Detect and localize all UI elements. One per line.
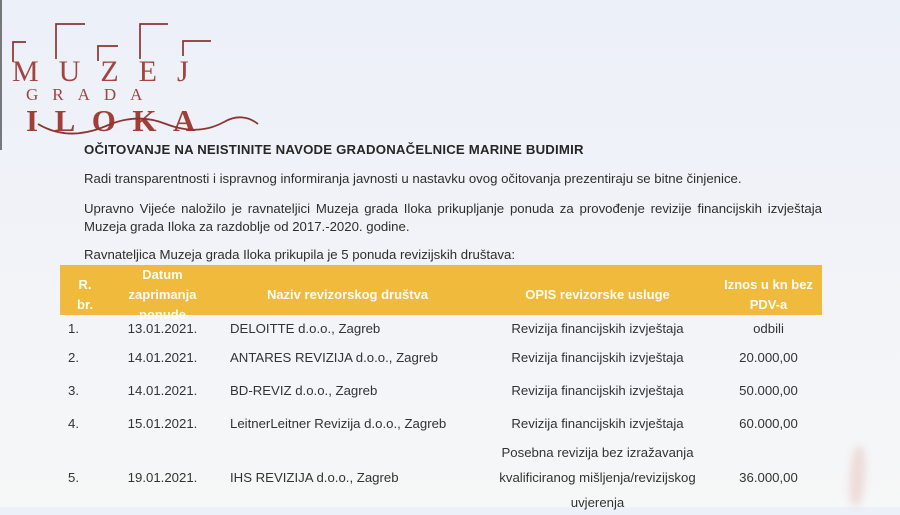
document-title: OČITOVANJE NA NEISTINITE NAVODE GRADONAČELNICE MARINE BUDIMIR [84,142,584,157]
paragraph-board-order: Upravno Vijeće naložilo je ravnateljici Muzeja grada Iloka prikupljanje ponuda za provođenje revizije financijskih izvještaja Muzeja grada Iloka za razdoblje od 2017.-2020. godine. [84,201,822,234]
header-line: Datum zaprimanja [128,267,197,302]
header-cell-amount [715,265,822,325]
museum-logo [8,4,260,138]
cell-service: Revizija financijskih izvještaja [511,320,684,336]
cell-service: Revizija financijskih izvještaja [511,350,684,365]
cell-company: IHS REVIZIJA d.o.o., Zagreb [230,470,399,485]
cell-company: DELOITTE d.o.o., Zagreb [230,320,381,336]
header-line: Iznos u kn bez [724,277,813,292]
cell-service: Revizija financijskih izvještaja [511,383,684,398]
cell-date: 19.01.2021. [127,470,198,485]
cell-amount: odbili [753,320,784,336]
logo-word-grada: GRADA [26,85,157,104]
cell-row-number: 3. [68,383,79,398]
museum-logo-art [8,4,260,138]
cell-row-number: 4. [68,416,79,431]
scan-smudge-artifact [848,446,867,507]
cell-company: ANTARES REVIZIJA d.o.o., Zagreb [230,350,438,365]
header-cell-date [110,265,215,325]
offers-table [60,265,822,510]
header-line: Naziv revizorskog društva [266,287,429,302]
cell-amount: 50.000,00 [739,383,798,398]
cell-row-number: 2. [68,350,79,365]
table-row [60,341,822,374]
header-line: br. [77,297,93,312]
header-line: ponude [139,307,186,322]
table-row [60,374,822,407]
cell-amount: 36.000,00 [739,470,798,485]
header-cell-row-number [60,265,110,325]
header-cell-company [215,265,480,325]
paragraph-offers-intro: Ravnateljica Muzeja grada Iloka prikupila je 5 ponuda revizijskih društava: [84,247,516,262]
cell-date: 13.01.2021. [127,320,198,336]
cell-date: 15.01.2021. [127,416,198,431]
cell-amount: 60.000,00 [739,416,798,431]
cell-company: BD-REVIZ d.o.o., Zagreb [230,383,378,398]
table-row [60,407,822,440]
header-line: R. [78,277,92,292]
logo-word-muzej: MUZEJ [12,55,209,88]
cell-service: Revizija financijskih izvještaja [511,416,684,431]
scan-edge-artifact [0,0,2,150]
cell-company: LeitnerLeitner Revizija d.o.o., Zagreb [230,416,447,431]
cell-amount: 20.000,00 [739,350,798,365]
header-line: PDV-a [749,297,788,312]
cell-row-number: 1. [68,320,79,336]
logo-word-iloka: ILOKA [26,103,212,138]
header-line: OPIS revizorske usluge [525,287,670,302]
table-row [60,440,822,510]
cell-date: 14.01.2021. [127,350,198,365]
table-header-row [60,265,822,322]
cell-row-number: 5. [68,470,79,485]
cell-service: Posebna revizija bez izražavanja kvalificiranog mišljenja/revizijskog uvjerenja [499,445,696,510]
cell-date: 14.01.2021. [127,383,198,398]
paragraph-transparency: Radi transparentnosti i ispravnog informiranja javnosti u nastavku ovog očitovanja prezentiraju se bitne činjenice. [84,171,742,186]
